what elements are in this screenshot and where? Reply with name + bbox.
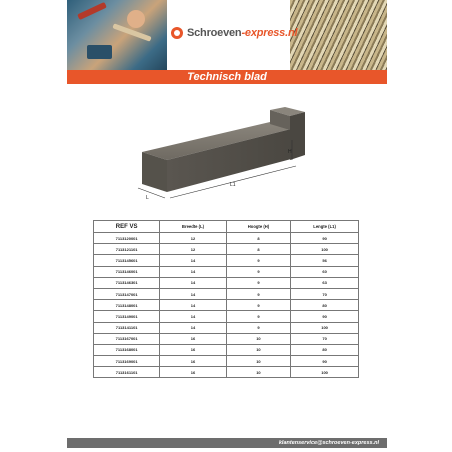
cell-width: 12 bbox=[160, 233, 226, 244]
table-row bbox=[94, 266, 359, 277]
dim-label-height: H bbox=[288, 149, 292, 155]
spec-table bbox=[93, 220, 359, 378]
cell-width: 14 bbox=[160, 322, 226, 333]
col-header-length: Lengte (L1) bbox=[291, 221, 359, 233]
table-row bbox=[94, 322, 359, 333]
cell-length: 63 bbox=[291, 277, 359, 288]
cell-length: 90 bbox=[291, 311, 359, 322]
cell-length: 80 bbox=[291, 344, 359, 355]
col-header-height: Hoogte (H) bbox=[226, 221, 290, 233]
cell-ref: 7113168001 bbox=[94, 344, 160, 355]
cell-ref: 7113149001 bbox=[94, 311, 160, 322]
dim-label-width: L bbox=[146, 195, 149, 201]
cell-length: 70 bbox=[291, 288, 359, 299]
product-drawing bbox=[120, 100, 340, 220]
table-header-row bbox=[94, 221, 359, 233]
table-row bbox=[94, 255, 359, 266]
cell-length: 70 bbox=[291, 333, 359, 344]
cell-width: 16 bbox=[160, 367, 226, 378]
cell-ref: 7113146001 bbox=[94, 266, 160, 277]
cell-height: 9 bbox=[226, 277, 290, 288]
cell-width: 14 bbox=[160, 311, 226, 322]
cell-height: 10 bbox=[226, 356, 290, 367]
cell-ref: 7113147001 bbox=[94, 288, 160, 299]
footer-bar bbox=[67, 438, 387, 448]
col-header-width: Breedte (L) bbox=[160, 221, 226, 233]
cell-height: 9 bbox=[226, 266, 290, 277]
table-row bbox=[94, 288, 359, 299]
col-header-ref: REF VS bbox=[94, 221, 160, 233]
cell-width: 16 bbox=[160, 333, 226, 344]
cell-length: 100 bbox=[291, 244, 359, 255]
cell-width: 14 bbox=[160, 266, 226, 277]
cell-height: 10 bbox=[226, 333, 290, 344]
cell-height: 10 bbox=[226, 367, 290, 378]
cell-width: 14 bbox=[160, 288, 226, 299]
table-row bbox=[94, 333, 359, 344]
logo-accent-text: -express.nl bbox=[241, 27, 298, 39]
cell-length: 90 bbox=[291, 233, 359, 244]
title-banner bbox=[67, 70, 387, 84]
cell-height: 9 bbox=[226, 322, 290, 333]
cell-width: 14 bbox=[160, 300, 226, 311]
cell-length: 90 bbox=[291, 356, 359, 367]
cell-height: 9 bbox=[226, 255, 290, 266]
table-row bbox=[94, 344, 359, 355]
cell-ref: 7113141101 bbox=[94, 322, 160, 333]
cell-ref: 7113148001 bbox=[94, 300, 160, 311]
cell-ref: 7113161101 bbox=[94, 367, 160, 378]
table-row bbox=[94, 300, 359, 311]
dim-label-length: L1 bbox=[230, 182, 236, 188]
logo-main-text: Schroeven bbox=[187, 27, 242, 39]
table-row bbox=[94, 277, 359, 288]
cell-height: 8 bbox=[226, 233, 290, 244]
cell-ref: 7113120001 bbox=[94, 233, 160, 244]
cell-ref: 7113169001 bbox=[94, 356, 160, 367]
cell-ref: 7113121101 bbox=[94, 244, 160, 255]
logo-badge-icon bbox=[171, 27, 183, 39]
cell-length: 56 bbox=[291, 255, 359, 266]
cell-width: 14 bbox=[160, 255, 226, 266]
cell-ref: 7113146301 bbox=[94, 277, 160, 288]
cell-height: 9 bbox=[226, 300, 290, 311]
cell-height: 9 bbox=[226, 288, 290, 299]
table-row bbox=[94, 367, 359, 378]
table-row bbox=[94, 233, 359, 244]
cell-height: 8 bbox=[226, 244, 290, 255]
header-photo-tools bbox=[67, 0, 167, 70]
cell-width: 16 bbox=[160, 344, 226, 355]
cell-width: 16 bbox=[160, 356, 226, 367]
cell-length: 100 bbox=[291, 367, 359, 378]
brand-logo[interactable] bbox=[171, 27, 297, 39]
table-row bbox=[94, 356, 359, 367]
cell-height: 10 bbox=[226, 344, 290, 355]
cell-length: 80 bbox=[291, 300, 359, 311]
footer-email-link[interactable]: klantenservice@schroeven-express.nl bbox=[278, 440, 379, 446]
page-title: Technisch blad bbox=[187, 71, 267, 83]
header-photo-screws bbox=[290, 0, 387, 70]
cell-height: 9 bbox=[226, 311, 290, 322]
cell-width: 12 bbox=[160, 244, 226, 255]
cell-width: 14 bbox=[160, 277, 226, 288]
table-row bbox=[94, 311, 359, 322]
cell-length: 60 bbox=[291, 266, 359, 277]
table-row bbox=[94, 244, 359, 255]
cell-ref: 7113167001 bbox=[94, 333, 160, 344]
cell-ref: 7113145601 bbox=[94, 255, 160, 266]
cell-length: 100 bbox=[291, 322, 359, 333]
